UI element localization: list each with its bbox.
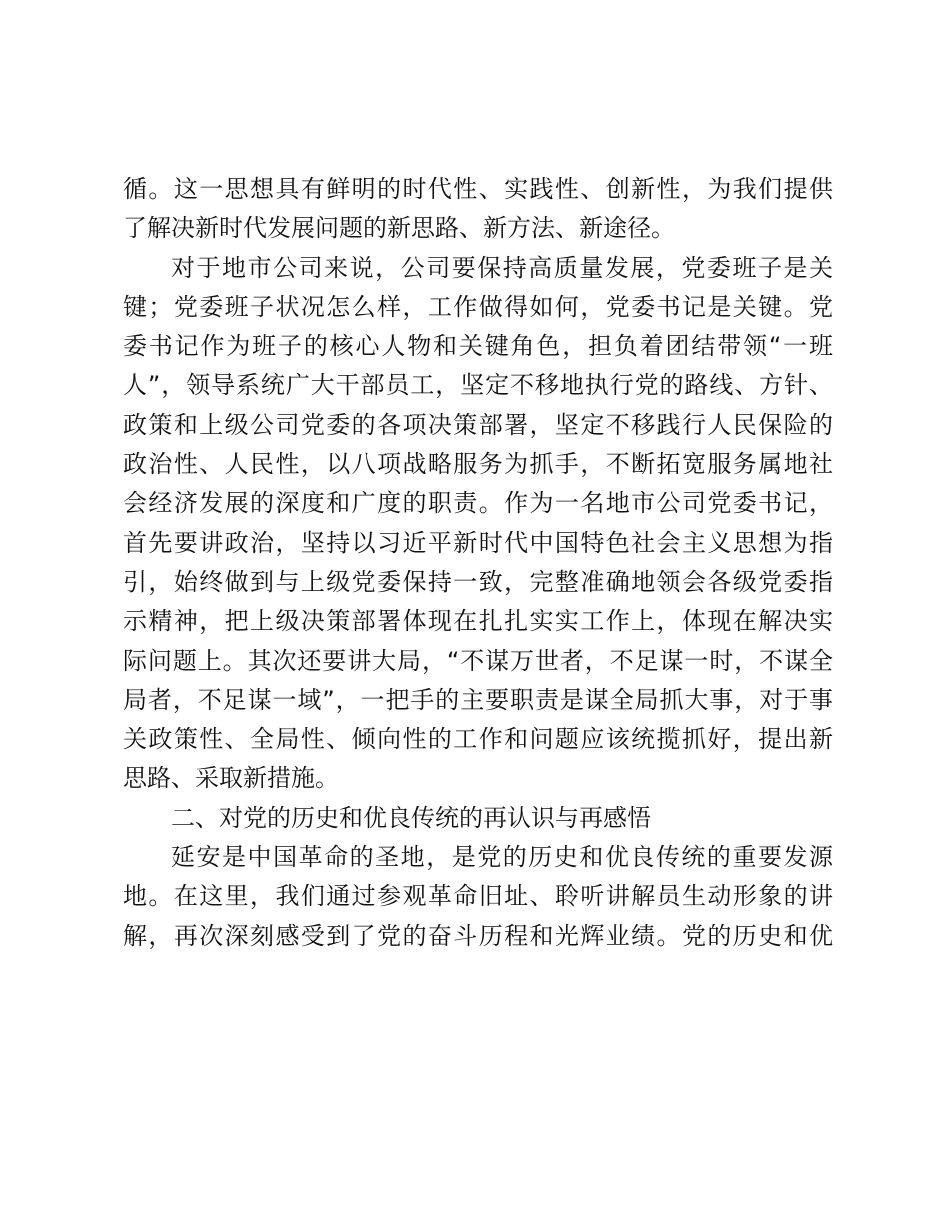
text-line: 解，再次深刻感受到了党的奋斗历程和光辉业绩。党的历史和优 bbox=[123, 921, 833, 950]
text-line: 示精神，把上级决策部署体现在扎扎实实工作上，体现在解决实 bbox=[123, 607, 833, 636]
text-line: 键；党委班子状况怎么样，工作做得如何，党委书记是关键。党 bbox=[123, 292, 833, 321]
text-line: 际问题上。其次还要讲大局，“不谋万世者，不足谋一时，不谋全 bbox=[123, 646, 833, 675]
text-line: 人”，领导系统广大干部员工，坚定不移地执行党的路线、方针、 bbox=[123, 371, 833, 400]
section-heading: 二、对党的历史和优良传统的再认识与再感悟 bbox=[171, 803, 651, 832]
text-line: 循。这一思想具有鲜明的时代性、实践性、创新性，为我们提供 bbox=[123, 175, 833, 203]
text-line: 政治性、人民性，以八项战略服务为抓手，不断拓宽服务属地社 bbox=[123, 450, 833, 479]
text-line: 地。在这里，我们通过参观革命旧址、聆听讲解员生动形象的讲 bbox=[123, 882, 833, 911]
text-line: 会经济发展的深度和广度的职责。作为一名地市公司党委书记， bbox=[123, 489, 833, 518]
text-line: 对于地市公司来说，公司要保持高质量发展，党委班子是关 bbox=[171, 253, 833, 282]
body-text bbox=[123, 170, 833, 956]
text-line: 首先要讲政治，坚持以习近平新时代中国特色社会主义思想为指 bbox=[123, 528, 833, 557]
text-line: 委书记作为班子的核心人物和关键角色，担负着团结带领“一班 bbox=[123, 332, 833, 361]
text-line: 关政策性、全局性、倾向性的工作和问题应该统揽抓好，提出新 bbox=[123, 725, 833, 754]
text-line: 了解决新时代发展问题的新思路、新方法、新途径。 bbox=[123, 214, 675, 243]
text-line: 局者，不足谋一域”，一把手的主要职责是谋全局抓大事，对于事 bbox=[123, 685, 833, 714]
text-line: 延安是中国革命的圣地，是党的历史和优良传统的重要发源 bbox=[171, 843, 833, 872]
text-line: 政策和上级公司党委的各项决策部署，坚定不移践行人民保险的 bbox=[123, 410, 833, 439]
text-line: 引，始终做到与上级党委保持一致，完整准确地领会各级党委指 bbox=[123, 567, 833, 596]
text-line: 思路、采取新措施。 bbox=[123, 764, 339, 793]
